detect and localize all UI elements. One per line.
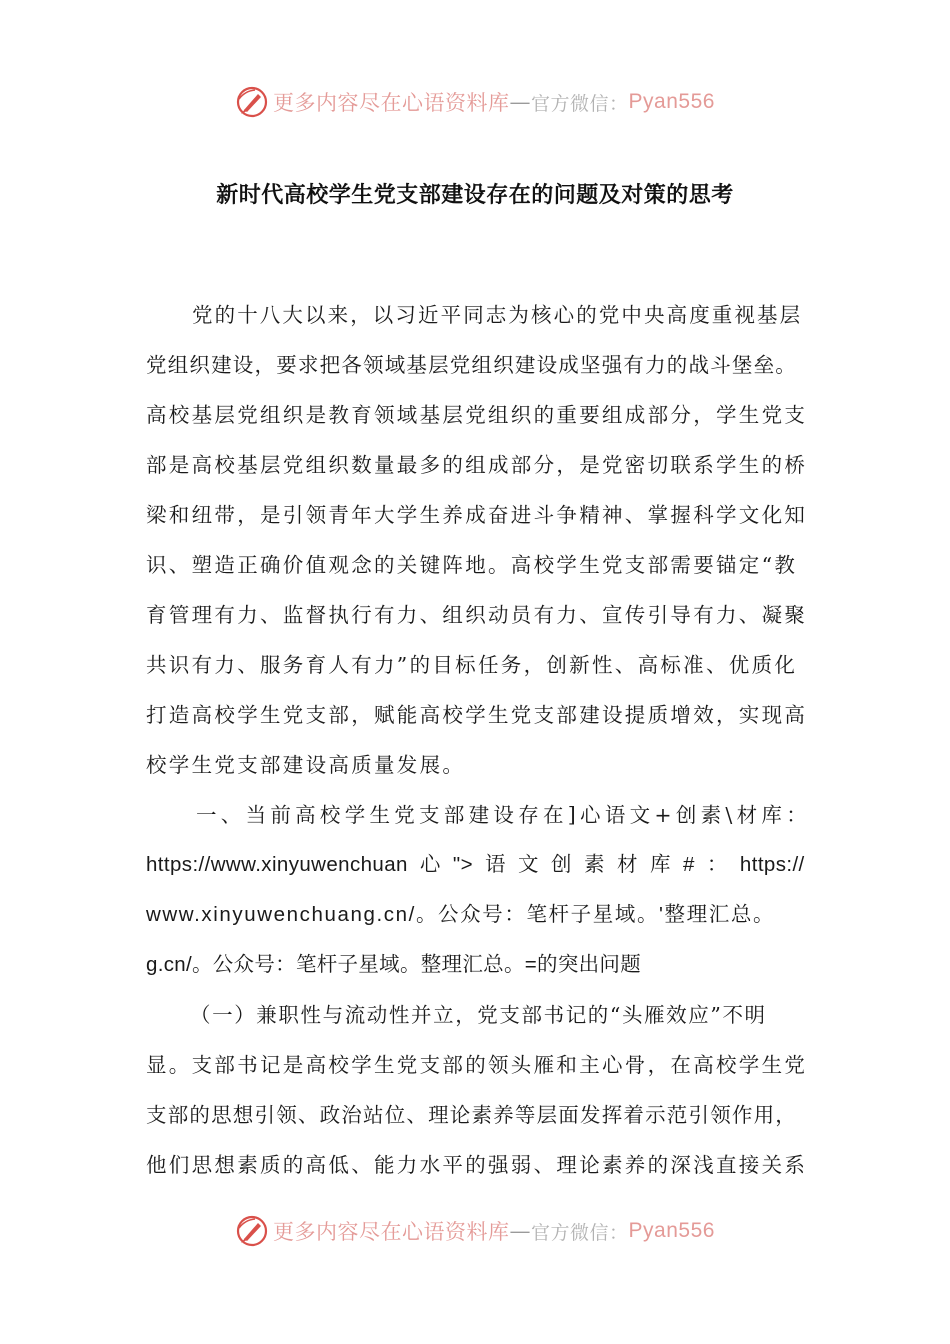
section-heading-line: 一、当前高校学生党支部建设存在]心语文+创素\材库：: [196, 803, 811, 827]
paragraph-line: 支部的思想引领、政治站位、理论素养等层面发挥着示范引领作用，: [146, 1103, 797, 1127]
document-title: 新时代高校学生党支部建设存在的问题及对策的思考: [216, 183, 734, 208]
banner-wechat-id: Pyan556: [628, 90, 715, 113]
paragraph-line: 打造高校学生党支部，赋能高校学生党支部建设提质增效，实现高: [146, 703, 808, 727]
pen-logo-icon: [235, 85, 269, 119]
paragraph-line: 部是高校基层党组织数量最多的组成部分，是党密切联系学生的桥: [146, 453, 808, 477]
paragraph-line: g.cn/。公众号：笔杆子星域。整理汇总。=的突出问题: [146, 953, 642, 976]
banner-text: 更多内容尽在心语资料库: [273, 1220, 510, 1244]
paragraph-line: 共识有力、服务育人有力”的目标任务，创新性、高标准、优质化: [146, 653, 798, 677]
paragraph-line: 识、塑造正确价值观念的关键阵地。高校学生党支部需要锚定“教: [146, 553, 798, 577]
banner-separator: —: [509, 90, 532, 114]
paragraph-line: 显。支部书记是高校学生党支部的领头雁和主心骨，在高校学生党: [146, 1053, 808, 1077]
paragraph-line: 他们思想素质的高低、能力水平的强弱、理论素养的深浅直接关系: [146, 1153, 808, 1177]
footer-watermark-banner: [0, 1211, 950, 1251]
banner-separator: —: [509, 1219, 532, 1243]
paragraph-line: www.xinyuwenchuang.cn/。公众号：笔杆子星域。'整理汇总。: [146, 903, 776, 926]
paragraph-line: 党组织建设，要求把各领域基层党组织建设成坚强有力的战斗堡垒。: [146, 353, 797, 377]
banner-text: 更多内容尽在心语资料库: [273, 91, 510, 115]
header-watermark-banner: [0, 82, 950, 122]
banner-wechat-id: Pyan556: [628, 1219, 715, 1242]
pen-logo-icon: [235, 1214, 269, 1248]
paragraph-line: 梁和纽带，是引领青年大学生养成奋进斗争精神、掌握科学文化知: [146, 503, 808, 527]
banner-official-label: 官方微信：: [531, 92, 629, 115]
paragraph-line: 高校基层党组织是教育领域基层党组织的重要组成部分，学生党支: [146, 403, 808, 427]
paragraph-line: https://www.xinyuwenchuan 心 "> 语 文 创 素 材 库 # ： https://: [146, 853, 805, 876]
banner-official-label: 官方微信：: [531, 1221, 629, 1244]
paragraph-line: 党的十八大以来，以习近平同志为核心的党中央高度重视基层: [192, 303, 803, 327]
paragraph-line: 校学生党支部建设高质量发展。: [146, 753, 466, 777]
paragraph-line: 育管理有力、监督执行有力、组织动员有力、宣传引导有力、凝聚: [146, 603, 808, 627]
subsection-line: （一）兼职性与流动性并立，党支部书记的“头雁效应”不明: [190, 1003, 767, 1027]
